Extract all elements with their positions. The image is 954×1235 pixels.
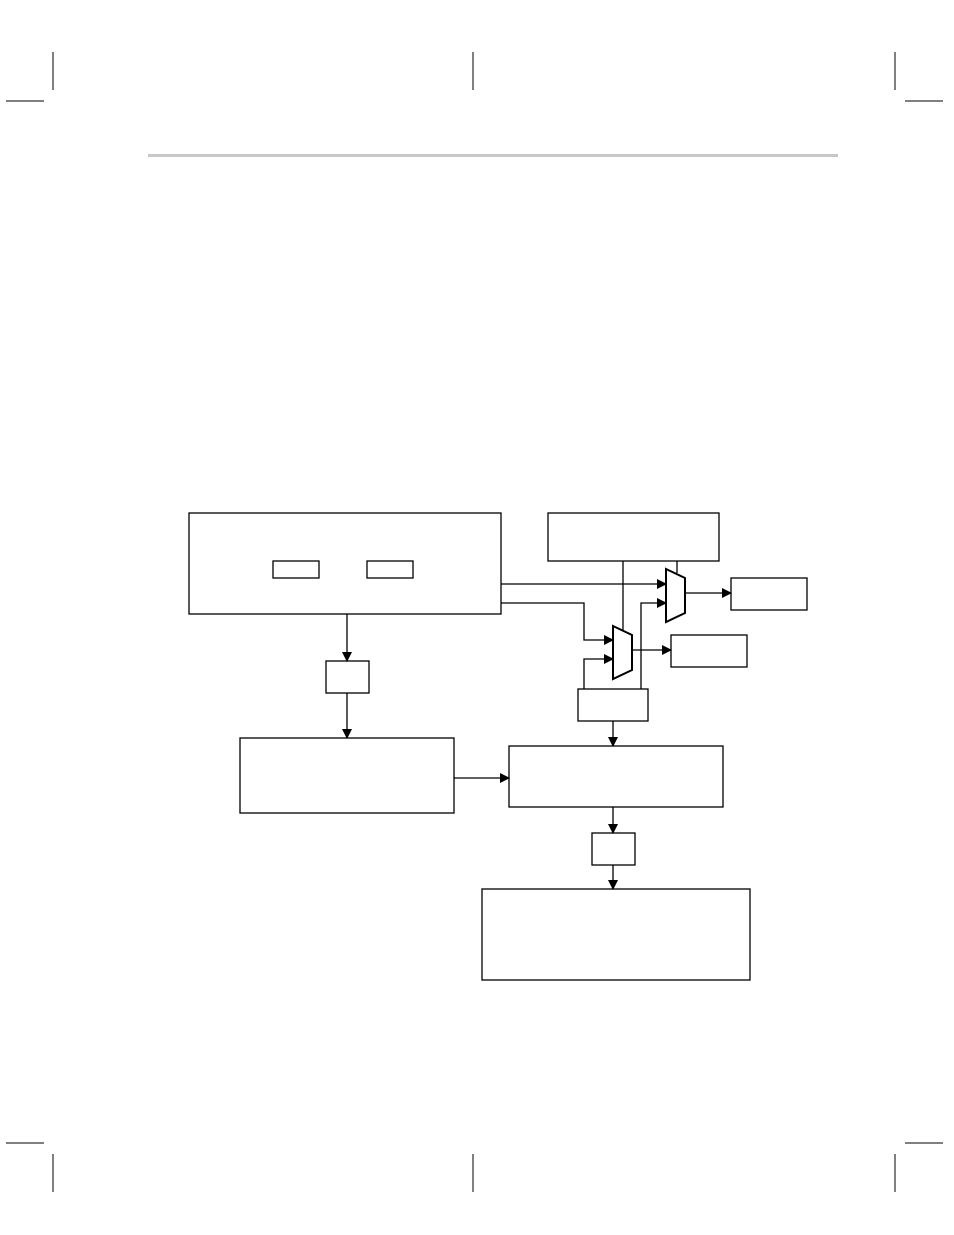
output-box-lower bbox=[671, 635, 747, 667]
inner-register-right bbox=[367, 561, 413, 578]
mid-left-block bbox=[240, 738, 454, 813]
bottom-block bbox=[482, 889, 750, 980]
mux-upper bbox=[666, 569, 685, 622]
wire-top-left-to-mux-lower bbox=[501, 603, 613, 640]
header-rule bbox=[148, 154, 838, 157]
mux-lower bbox=[613, 626, 632, 679]
select-box bbox=[578, 689, 648, 721]
wire-select-to-mux-lower bbox=[584, 659, 613, 689]
wire-select-to-mux-upper bbox=[641, 603, 666, 689]
block-diagram bbox=[189, 513, 807, 980]
top-left-block bbox=[189, 513, 501, 614]
mid-right-block bbox=[509, 746, 723, 807]
small-box-left bbox=[326, 661, 369, 693]
top-right-block bbox=[548, 513, 719, 561]
output-box-upper bbox=[731, 578, 807, 610]
crop-marks bbox=[6, 52, 943, 1192]
small-box-right bbox=[592, 833, 635, 865]
inner-register-left bbox=[273, 561, 319, 578]
